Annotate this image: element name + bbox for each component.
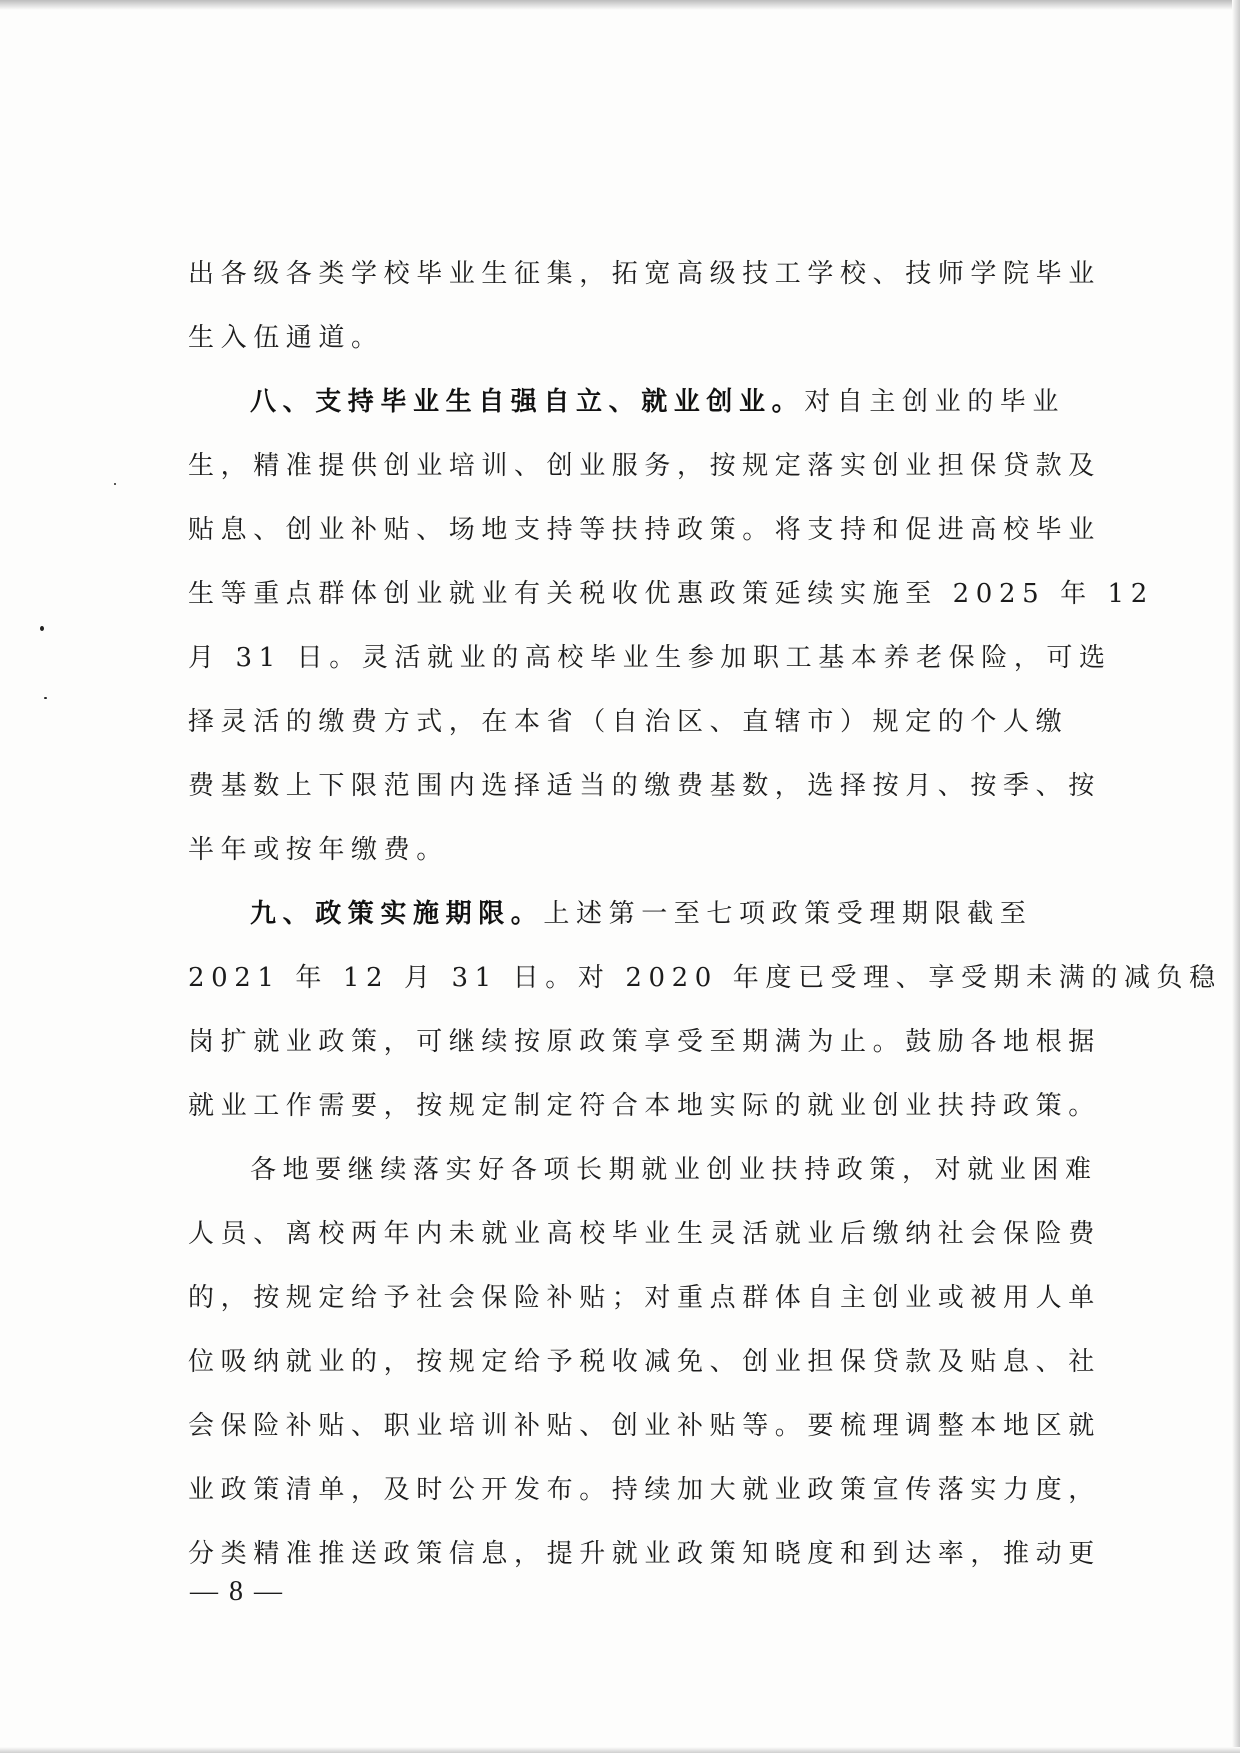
text-line [188,898,1056,962]
line-text: 对自主创业的毕业 [804,387,1066,417]
line-text: 择灵活的缴费方式，在本省（自治区、直辖市）规定的个人缴 [188,707,1069,737]
text-line [188,1410,1101,1474]
text-line [188,386,1066,450]
text-line [188,450,1101,514]
line-text: 生等重点群体创业就业有关税收优惠政策延续实施至 2025 年 12 [188,579,1154,609]
line-text: 费基数上下限范围内选择适当的缴费基数，选择按月、按季、按 [188,771,1101,801]
text-line [188,1218,1101,1282]
text-line [188,1154,1098,1218]
line-text: 贴息、创业补贴、场地支持等扶持政策。将支持和促进高校毕业 [188,515,1101,545]
page-number: — 8 — [190,1576,284,1607]
text-line [188,1026,1101,1090]
scan-speck [40,626,44,631]
line-text: 月 31 日。灵活就业的高校毕业生参加职工基本养老保险，可选 [188,643,1112,673]
scan-speck [44,697,47,699]
text-line [188,1474,1101,1538]
text-line [188,514,1101,578]
text-line [188,770,1101,834]
text-line [188,642,1112,706]
line-text: 就业工作需要，按规定制定符合本地实际的就业创业扶持政策。 [188,1091,1101,1121]
text-line [188,962,1222,1026]
text-line [188,1538,1101,1602]
text-line [188,1090,1101,1154]
line-text: 分类精准推送政策信息，提升就业政策知晓度和到达率，推动更 [188,1539,1101,1569]
line-text: 出各级各类学校毕业生征集，拓宽高级技工学校、技师学院毕业 [188,259,1101,289]
line-text: 岗扩就业政策，可继续按原政策享受至期满为止。鼓励各地根据 [188,1027,1101,1057]
line-text: 生，精准提供创业培训、创业服务，按规定落实创业担保贷款及 [188,451,1101,481]
scan-top-edge [0,0,1240,10]
text-line [188,1346,1101,1410]
line-text: 的，按规定给予社会保险补贴；对重点群体自主创业或被用人单 [188,1283,1101,1313]
line-text: 上述第一至七项政策受理期限截至 [543,899,1033,929]
scan-bottom-edge [0,1747,1240,1753]
line-text: 生入伍通道。 [188,323,384,353]
text-line [188,1282,1101,1346]
line-text: 各地要继续落实好各项长期就业创业扶持政策，对就业困难 [250,1155,1098,1185]
section-heading: 九、政策实施期限。 [250,899,544,929]
text-line [188,322,1056,386]
text-line [188,706,1069,770]
text-line [188,258,1101,322]
document-body [188,258,1222,1602]
line-text: 2021 年 12 月 31 日。对 2020 年度已受理、享受期未满的减负稳 [188,963,1222,993]
scan-right-edge [1232,0,1240,1753]
scan-speck [114,483,116,485]
section-heading: 八、支持毕业生自强自立、就业创业。 [250,387,805,417]
line-text: 人员、离校两年内未就业高校毕业生灵活就业后缴纳社会保险费 [188,1219,1101,1249]
line-text: 位吸纳就业的，按规定给予税收减免、创业担保贷款及贴息、社 [188,1347,1101,1377]
line-text: 半年或按年缴费。 [188,835,449,865]
line-text: 会保险补贴、职业培训补贴、创业补贴等。要梳理调整本地区就 [188,1411,1101,1441]
line-text: 业政策清单，及时公开发布。持续加大就业政策宣传落实力度， [188,1475,1101,1505]
text-line [188,834,1056,898]
text-line [188,578,1154,642]
